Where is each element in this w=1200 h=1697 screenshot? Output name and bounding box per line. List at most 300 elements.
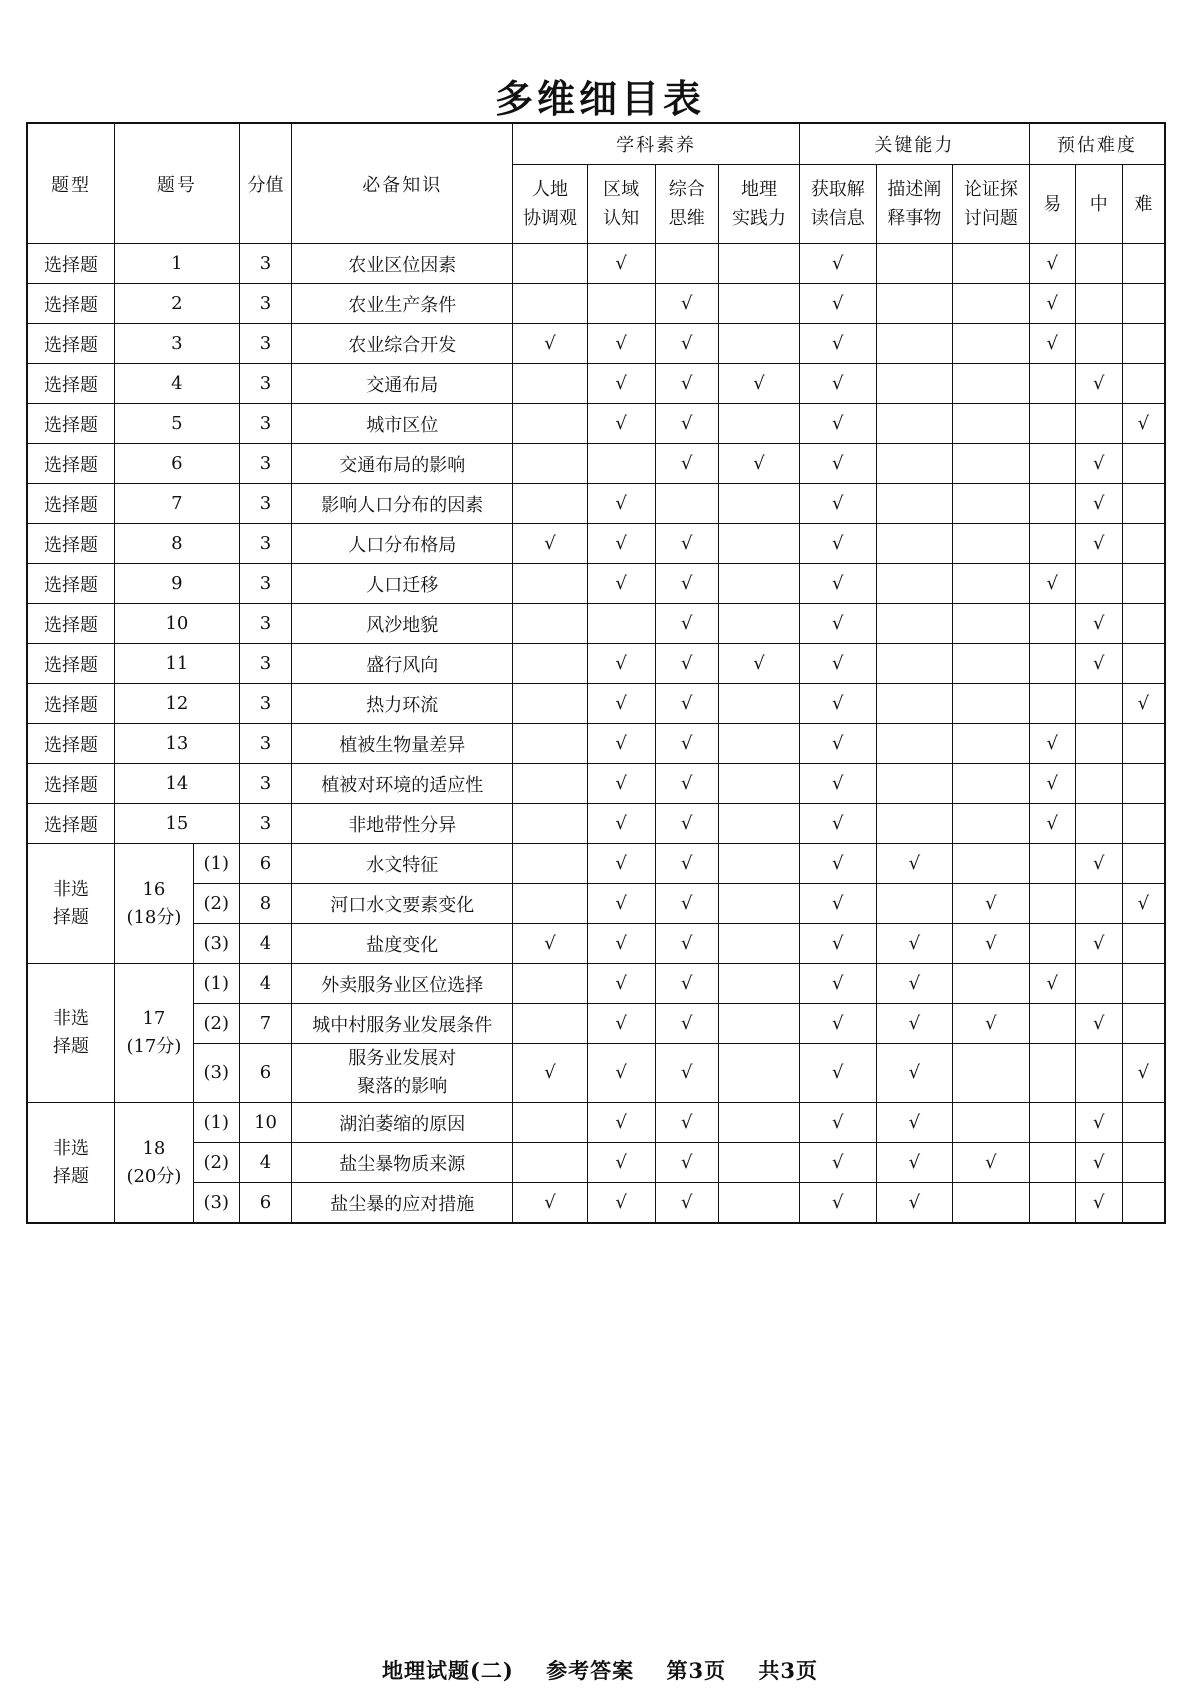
check-cell bbox=[587, 444, 655, 484]
sub-question: (2) bbox=[193, 1143, 239, 1183]
check-cell bbox=[1122, 1143, 1165, 1183]
check-cell bbox=[1122, 244, 1165, 284]
check-cell bbox=[513, 964, 587, 1004]
check-cell: √ bbox=[799, 1004, 876, 1044]
check-cell bbox=[1029, 604, 1075, 644]
table-row bbox=[27, 1183, 1165, 1224]
check-cell: √ bbox=[799, 324, 876, 364]
check-cell: √ bbox=[655, 1143, 718, 1183]
sub-question: (1) bbox=[193, 964, 239, 1004]
check-cell: √ bbox=[799, 244, 876, 284]
question-knowledge: 城中村服务业发展条件 bbox=[292, 1004, 513, 1044]
check-cell: √ bbox=[655, 1044, 718, 1103]
check-cell bbox=[718, 1004, 799, 1044]
question-score: 3 bbox=[239, 684, 292, 724]
header-difficulty: 易 bbox=[1029, 165, 1075, 244]
question-score: 10 bbox=[239, 1103, 292, 1143]
question-number: 15 bbox=[115, 804, 240, 844]
check-cell bbox=[1122, 844, 1165, 884]
check-cell bbox=[1029, 884, 1075, 924]
footer-subject: 地理试题(二) bbox=[381, 1658, 514, 1683]
check-cell: √ bbox=[587, 1044, 655, 1103]
check-cell: √ bbox=[513, 924, 587, 964]
check-cell bbox=[513, 444, 587, 484]
question-knowledge: 盐尘暴的应对措施 bbox=[292, 1183, 513, 1224]
check-cell bbox=[953, 524, 1030, 564]
check-cell bbox=[1029, 684, 1075, 724]
question-score: 4 bbox=[239, 1143, 292, 1183]
check-cell bbox=[513, 284, 587, 324]
check-cell bbox=[953, 1044, 1030, 1103]
footer-page: 第3页 bbox=[666, 1658, 727, 1683]
check-cell bbox=[1122, 444, 1165, 484]
header-literacy-group: 学科素养 bbox=[513, 123, 800, 165]
page-footer bbox=[0, 1655, 1200, 1685]
header-literacy: 地理 实践力 bbox=[718, 165, 799, 244]
question-knowledge: 盐尘暴物质来源 bbox=[292, 1143, 513, 1183]
check-cell bbox=[655, 244, 718, 284]
table-row bbox=[27, 364, 1165, 404]
check-cell bbox=[513, 844, 587, 884]
check-cell bbox=[953, 604, 1030, 644]
check-cell: √ bbox=[655, 524, 718, 564]
check-cell bbox=[1029, 524, 1075, 564]
check-cell: √ bbox=[1029, 324, 1075, 364]
check-cell bbox=[718, 564, 799, 604]
check-cell: √ bbox=[1122, 404, 1165, 444]
check-cell bbox=[718, 244, 799, 284]
question-score: 3 bbox=[239, 604, 292, 644]
check-cell: √ bbox=[655, 1103, 718, 1143]
question-knowledge: 交通布局 bbox=[292, 364, 513, 404]
check-cell bbox=[1122, 1004, 1165, 1044]
check-cell bbox=[1122, 604, 1165, 644]
check-cell bbox=[1029, 844, 1075, 884]
question-score: 3 bbox=[239, 324, 292, 364]
header-ability-group: 关键能力 bbox=[799, 123, 1029, 165]
check-cell bbox=[876, 804, 953, 844]
table-row bbox=[27, 644, 1165, 684]
check-cell: √ bbox=[799, 1044, 876, 1103]
question-type: 选择题 bbox=[27, 644, 115, 684]
question-knowledge: 影响人口分布的因素 bbox=[292, 484, 513, 524]
check-cell bbox=[1075, 964, 1122, 1004]
question-number: 8 bbox=[115, 524, 240, 564]
check-cell: √ bbox=[587, 644, 655, 684]
question-type: 非选 择题 bbox=[27, 844, 115, 964]
table-row bbox=[27, 724, 1165, 764]
check-cell: √ bbox=[587, 404, 655, 444]
check-cell bbox=[513, 764, 587, 804]
check-cell bbox=[953, 404, 1030, 444]
question-score: 3 bbox=[239, 244, 292, 284]
check-cell bbox=[1075, 884, 1122, 924]
check-cell: √ bbox=[587, 844, 655, 884]
check-cell: √ bbox=[876, 1044, 953, 1103]
check-cell: √ bbox=[655, 884, 718, 924]
question-score: 3 bbox=[239, 284, 292, 324]
check-cell bbox=[1075, 764, 1122, 804]
question-type: 选择题 bbox=[27, 764, 115, 804]
check-cell: √ bbox=[587, 1143, 655, 1183]
header-row-top bbox=[27, 123, 1165, 165]
table-row bbox=[27, 524, 1165, 564]
check-cell bbox=[1075, 1044, 1122, 1103]
question-type: 选择题 bbox=[27, 724, 115, 764]
check-cell bbox=[513, 684, 587, 724]
question-number: 14 bbox=[115, 764, 240, 804]
header-difficulty: 中 bbox=[1075, 165, 1122, 244]
question-knowledge: 风沙地貌 bbox=[292, 604, 513, 644]
check-cell bbox=[718, 604, 799, 644]
question-type: 选择题 bbox=[27, 364, 115, 404]
check-cell: √ bbox=[655, 964, 718, 1004]
check-cell bbox=[513, 884, 587, 924]
check-cell bbox=[1122, 644, 1165, 684]
question-type: 选择题 bbox=[27, 484, 115, 524]
check-cell: √ bbox=[587, 524, 655, 564]
check-cell bbox=[953, 644, 1030, 684]
check-cell bbox=[1122, 924, 1165, 964]
question-number: 17 (17分) bbox=[115, 964, 194, 1103]
check-cell bbox=[513, 1103, 587, 1143]
check-cell bbox=[513, 724, 587, 764]
table-row bbox=[27, 684, 1165, 724]
check-cell: √ bbox=[799, 484, 876, 524]
question-number: 3 bbox=[115, 324, 240, 364]
table-row bbox=[27, 444, 1165, 484]
table-row bbox=[27, 964, 1165, 1004]
check-cell: √ bbox=[876, 1183, 953, 1224]
check-cell bbox=[1075, 684, 1122, 724]
table-row bbox=[27, 924, 1165, 964]
check-cell bbox=[718, 684, 799, 724]
check-cell: √ bbox=[1029, 804, 1075, 844]
check-cell: √ bbox=[876, 1004, 953, 1044]
question-knowledge: 城市区位 bbox=[292, 404, 513, 444]
check-cell bbox=[718, 284, 799, 324]
question-number: 6 bbox=[115, 444, 240, 484]
sub-question: (3) bbox=[193, 924, 239, 964]
check-cell: √ bbox=[799, 524, 876, 564]
check-cell bbox=[953, 284, 1030, 324]
check-cell: √ bbox=[655, 604, 718, 644]
check-cell: √ bbox=[513, 1183, 587, 1224]
question-number: 7 bbox=[115, 484, 240, 524]
question-type: 选择题 bbox=[27, 604, 115, 644]
table-row bbox=[27, 564, 1165, 604]
question-score: 3 bbox=[239, 444, 292, 484]
question-number: 4 bbox=[115, 364, 240, 404]
question-number: 16 (18分) bbox=[115, 844, 194, 964]
header-ability: 获取解 读信息 bbox=[799, 165, 876, 244]
check-cell bbox=[513, 1004, 587, 1044]
question-score: 3 bbox=[239, 644, 292, 684]
check-cell bbox=[513, 644, 587, 684]
check-cell bbox=[1075, 284, 1122, 324]
check-cell bbox=[876, 444, 953, 484]
page-title: 多维细目表 bbox=[494, 77, 705, 121]
check-cell: √ bbox=[1122, 884, 1165, 924]
header-difficulty-group: 预估难度 bbox=[1029, 123, 1165, 165]
question-type: 选择题 bbox=[27, 524, 115, 564]
check-cell bbox=[953, 764, 1030, 804]
check-cell: √ bbox=[799, 804, 876, 844]
check-cell: √ bbox=[1075, 924, 1122, 964]
check-cell bbox=[1122, 524, 1165, 564]
check-cell: √ bbox=[953, 924, 1030, 964]
question-number: 2 bbox=[115, 284, 240, 324]
question-knowledge: 农业生产条件 bbox=[292, 284, 513, 324]
check-cell: √ bbox=[799, 684, 876, 724]
check-cell: √ bbox=[655, 724, 718, 764]
check-cell: √ bbox=[655, 924, 718, 964]
question-knowledge: 盛行风向 bbox=[292, 644, 513, 684]
check-cell: √ bbox=[655, 324, 718, 364]
table-row bbox=[27, 844, 1165, 884]
check-cell bbox=[1122, 1183, 1165, 1224]
check-cell: √ bbox=[1075, 1143, 1122, 1183]
check-cell bbox=[1075, 324, 1122, 364]
check-cell bbox=[953, 484, 1030, 524]
check-cell bbox=[876, 684, 953, 724]
check-cell: √ bbox=[587, 564, 655, 604]
check-cell bbox=[1122, 724, 1165, 764]
check-cell bbox=[718, 484, 799, 524]
question-type: 选择题 bbox=[27, 444, 115, 484]
table-row bbox=[27, 1103, 1165, 1143]
header-literacy: 人地 协调观 bbox=[513, 165, 587, 244]
check-cell: √ bbox=[799, 444, 876, 484]
footer-label: 参考答案 bbox=[546, 1658, 635, 1683]
check-cell: √ bbox=[799, 1103, 876, 1143]
check-cell bbox=[718, 764, 799, 804]
check-cell: √ bbox=[1029, 564, 1075, 604]
check-cell bbox=[1029, 1183, 1075, 1224]
check-cell bbox=[718, 924, 799, 964]
check-cell bbox=[1029, 404, 1075, 444]
check-cell: √ bbox=[655, 404, 718, 444]
specification-table bbox=[26, 122, 1166, 1224]
check-cell bbox=[876, 884, 953, 924]
check-cell bbox=[876, 484, 953, 524]
check-cell bbox=[718, 404, 799, 444]
question-type: 选择题 bbox=[27, 684, 115, 724]
question-knowledge: 非地带性分异 bbox=[292, 804, 513, 844]
check-cell bbox=[1075, 404, 1122, 444]
question-knowledge: 人口分布格局 bbox=[292, 524, 513, 564]
check-cell: √ bbox=[587, 964, 655, 1004]
check-cell bbox=[1075, 804, 1122, 844]
check-cell bbox=[953, 244, 1030, 284]
check-cell: √ bbox=[587, 724, 655, 764]
check-cell bbox=[1029, 364, 1075, 404]
question-score: 3 bbox=[239, 524, 292, 564]
check-cell: √ bbox=[587, 484, 655, 524]
check-cell bbox=[953, 684, 1030, 724]
check-cell: √ bbox=[587, 1004, 655, 1044]
check-cell: √ bbox=[1075, 604, 1122, 644]
table-row bbox=[27, 764, 1165, 804]
check-cell: √ bbox=[655, 644, 718, 684]
check-cell: √ bbox=[655, 444, 718, 484]
check-cell: √ bbox=[1122, 684, 1165, 724]
table-row bbox=[27, 884, 1165, 924]
check-cell: √ bbox=[587, 684, 655, 724]
header-knowledge: 必备知识 bbox=[292, 123, 513, 244]
check-cell: √ bbox=[799, 404, 876, 444]
check-cell bbox=[1122, 564, 1165, 604]
check-cell: √ bbox=[1075, 644, 1122, 684]
check-cell bbox=[953, 444, 1030, 484]
header-literacy: 区域 认知 bbox=[587, 165, 655, 244]
check-cell bbox=[876, 604, 953, 644]
check-cell bbox=[1029, 1143, 1075, 1183]
check-cell: √ bbox=[1029, 764, 1075, 804]
check-cell: √ bbox=[1075, 444, 1122, 484]
check-cell bbox=[876, 404, 953, 444]
check-cell: √ bbox=[1075, 364, 1122, 404]
check-cell: √ bbox=[1029, 244, 1075, 284]
check-cell: √ bbox=[655, 364, 718, 404]
question-score: 4 bbox=[239, 964, 292, 1004]
check-cell: √ bbox=[587, 324, 655, 364]
check-cell: √ bbox=[587, 804, 655, 844]
check-cell: √ bbox=[1122, 1044, 1165, 1103]
table-row bbox=[27, 484, 1165, 524]
table-row bbox=[27, 1143, 1165, 1183]
question-score: 6 bbox=[239, 1183, 292, 1224]
check-cell: √ bbox=[799, 1143, 876, 1183]
question-score: 3 bbox=[239, 564, 292, 604]
check-cell bbox=[1029, 1103, 1075, 1143]
check-cell: √ bbox=[587, 1103, 655, 1143]
check-cell: √ bbox=[799, 644, 876, 684]
check-cell: √ bbox=[655, 1183, 718, 1224]
check-cell bbox=[876, 764, 953, 804]
question-number: 1 bbox=[115, 244, 240, 284]
header-type: 题型 bbox=[27, 123, 115, 244]
question-knowledge: 盐度变化 bbox=[292, 924, 513, 964]
check-cell bbox=[953, 844, 1030, 884]
question-type: 选择题 bbox=[27, 324, 115, 364]
check-cell: √ bbox=[799, 724, 876, 764]
check-cell bbox=[876, 284, 953, 324]
question-number: 13 bbox=[115, 724, 240, 764]
check-cell bbox=[1029, 924, 1075, 964]
header-score: 分值 bbox=[239, 123, 292, 244]
check-cell bbox=[1029, 444, 1075, 484]
check-cell bbox=[718, 1143, 799, 1183]
check-cell bbox=[1122, 764, 1165, 804]
check-cell bbox=[718, 724, 799, 764]
check-cell bbox=[953, 804, 1030, 844]
sub-question: (1) bbox=[193, 1103, 239, 1143]
check-cell: √ bbox=[587, 884, 655, 924]
check-cell bbox=[1029, 1004, 1075, 1044]
check-cell: √ bbox=[718, 644, 799, 684]
check-cell: √ bbox=[953, 884, 1030, 924]
table-row bbox=[27, 324, 1165, 364]
check-cell: √ bbox=[587, 924, 655, 964]
table-row bbox=[27, 804, 1165, 844]
check-cell bbox=[587, 284, 655, 324]
check-cell bbox=[1075, 564, 1122, 604]
header-number: 题号 bbox=[115, 123, 240, 244]
check-cell: √ bbox=[799, 844, 876, 884]
check-cell bbox=[1122, 364, 1165, 404]
check-cell: √ bbox=[1075, 1004, 1122, 1044]
check-cell bbox=[1029, 1044, 1075, 1103]
check-cell: √ bbox=[655, 284, 718, 324]
question-knowledge: 服务业发展对 聚落的影响 bbox=[292, 1044, 513, 1103]
sub-question: (3) bbox=[193, 1044, 239, 1103]
question-type: 非选 择题 bbox=[27, 964, 115, 1103]
check-cell: √ bbox=[718, 364, 799, 404]
check-cell bbox=[718, 1183, 799, 1224]
question-score: 3 bbox=[239, 724, 292, 764]
check-cell bbox=[1029, 484, 1075, 524]
check-cell: √ bbox=[876, 1103, 953, 1143]
table-row bbox=[27, 1044, 1165, 1103]
table-row bbox=[27, 404, 1165, 444]
check-cell: √ bbox=[655, 804, 718, 844]
check-cell: √ bbox=[799, 964, 876, 1004]
question-score: 8 bbox=[239, 884, 292, 924]
check-cell: √ bbox=[953, 1143, 1030, 1183]
check-cell: √ bbox=[587, 764, 655, 804]
check-cell bbox=[513, 604, 587, 644]
check-cell bbox=[1122, 1103, 1165, 1143]
check-cell: √ bbox=[655, 564, 718, 604]
check-cell bbox=[513, 564, 587, 604]
check-cell bbox=[1075, 724, 1122, 764]
check-cell bbox=[718, 524, 799, 564]
question-knowledge: 热力环流 bbox=[292, 684, 513, 724]
check-cell bbox=[718, 324, 799, 364]
check-cell: √ bbox=[587, 364, 655, 404]
check-cell: √ bbox=[655, 764, 718, 804]
check-cell: √ bbox=[799, 364, 876, 404]
check-cell bbox=[876, 644, 953, 684]
question-knowledge: 农业区位因素 bbox=[292, 244, 513, 284]
question-knowledge: 河口水文要素变化 bbox=[292, 884, 513, 924]
check-cell bbox=[513, 804, 587, 844]
sub-question: (2) bbox=[193, 1004, 239, 1044]
check-cell: √ bbox=[1075, 524, 1122, 564]
question-score: 3 bbox=[239, 364, 292, 404]
check-cell bbox=[876, 324, 953, 364]
sub-question: (1) bbox=[193, 844, 239, 884]
check-cell: √ bbox=[655, 844, 718, 884]
footer-total: 共3页 bbox=[758, 1658, 819, 1683]
question-number: 11 bbox=[115, 644, 240, 684]
question-score: 6 bbox=[239, 844, 292, 884]
check-cell: √ bbox=[953, 1004, 1030, 1044]
check-cell: √ bbox=[799, 604, 876, 644]
check-cell bbox=[513, 404, 587, 444]
check-cell: √ bbox=[876, 1143, 953, 1183]
check-cell bbox=[1029, 644, 1075, 684]
check-cell: √ bbox=[1029, 724, 1075, 764]
check-cell: √ bbox=[513, 1044, 587, 1103]
question-number: 10 bbox=[115, 604, 240, 644]
check-cell: √ bbox=[718, 444, 799, 484]
check-cell bbox=[587, 604, 655, 644]
check-cell bbox=[1122, 324, 1165, 364]
check-cell bbox=[718, 804, 799, 844]
question-number: 18 (20分) bbox=[115, 1103, 194, 1224]
